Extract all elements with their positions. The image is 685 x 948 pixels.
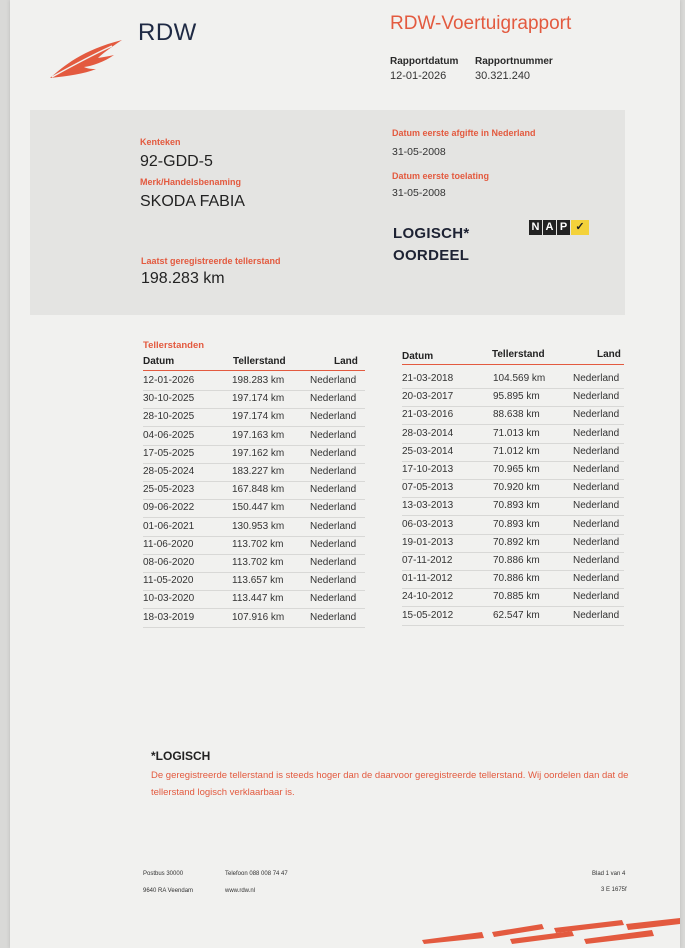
- nap-logo: [529, 220, 590, 237]
- report-title: RDW-Voertuigrapport: [390, 13, 572, 34]
- cell-date: 04-06-2025: [143, 429, 195, 441]
- nap-check-icon: ✓: [571, 220, 589, 235]
- nap-letter: N: [529, 220, 542, 235]
- first-admission-label: Datum eerste toelating: [392, 171, 490, 181]
- nap-letter: A: [543, 220, 556, 235]
- cell-country: Nederland: [573, 573, 620, 585]
- table-row: [143, 481, 365, 500]
- brand-name: RDW: [138, 19, 197, 46]
- cell-country: Nederland: [310, 557, 357, 568]
- cell-country: Nederland: [573, 536, 620, 548]
- cell-date: 12-01-2026: [143, 375, 195, 386]
- col-header-country: Land: [334, 356, 358, 367]
- col-header-odometer: Tellerstand: [233, 356, 286, 367]
- cell-odometer: 113.702 km: [232, 557, 284, 568]
- cell-date: 28-10-2025: [143, 411, 195, 423]
- cell-odometer: 62.547 km: [493, 609, 540, 621]
- col-header-odometer: Tellerstand: [492, 349, 545, 360]
- cell-date: 20-03-2017: [402, 391, 454, 403]
- cell-country: Nederland: [310, 593, 357, 605]
- report-date-label: Rapportdatum: [390, 56, 459, 67]
- first-admission-value: 31-05-2008: [392, 187, 446, 199]
- table-row: [143, 609, 365, 628]
- footer-page-number: Blad 1 van 4: [592, 871, 626, 877]
- cell-date: 01-11-2012: [402, 573, 453, 585]
- cell-country: Nederland: [310, 575, 357, 587]
- table-row: [143, 427, 365, 446]
- cell-date: 21-03-2016: [402, 409, 454, 421]
- cell-country: Nederland: [310, 411, 357, 423]
- report-page: [10, 0, 680, 948]
- cell-date: 21-03-2018: [402, 373, 454, 384]
- cell-odometer: 71.012 km: [493, 445, 540, 457]
- cell-country: Nederland: [573, 409, 620, 421]
- footer-code: 3 E 1675f: [601, 887, 627, 893]
- cell-country: Nederland: [573, 555, 620, 566]
- footer-address: 9640 RA Veendam: [143, 888, 194, 894]
- cell-odometer: 107.916 km: [232, 611, 285, 623]
- cell-date: 10-03-2020: [143, 593, 195, 605]
- cell-date: 19-01-2013: [402, 536, 454, 548]
- odometer-label: Laatst geregistreerde tellerstand: [141, 256, 281, 266]
- report-number: 30.321.240: [475, 70, 531, 82]
- cell-odometer: 183.227 km: [232, 466, 285, 477]
- cell-odometer: 198.283 km: [232, 375, 285, 386]
- odometer-history-title: Tellerstanden: [143, 340, 205, 351]
- cell-country: Nederland: [310, 611, 357, 623]
- table-row: [143, 390, 365, 409]
- table-row: [402, 425, 624, 444]
- cell-country: Nederland: [573, 518, 620, 530]
- table-row: [402, 443, 624, 462]
- cell-country: Nederland: [573, 445, 620, 457]
- cell-date: 28-05-2024: [143, 466, 195, 477]
- cell-odometer: 113.702 km: [232, 538, 284, 550]
- cell-odometer: 70.965 km: [493, 464, 540, 475]
- cell-country: Nederland: [310, 502, 357, 514]
- table-row: [402, 588, 624, 607]
- cell-odometer: 197.163 km: [232, 429, 285, 441]
- cell-country: Nederland: [310, 538, 357, 550]
- footnote-text: De geregistreerde tellerstand is steeds hoger dan de daarvoor geregistreerde tellerstand. Wij oordelen dan dat de tellerstand logisch verklaarbaar is.: [151, 770, 629, 798]
- cell-date: 13-03-2013: [402, 500, 454, 512]
- cell-date: 25-03-2014: [402, 445, 454, 457]
- table-row: [402, 461, 624, 480]
- nap-letter: P: [557, 220, 570, 235]
- report-number-label: Rapportnummer: [475, 56, 553, 67]
- table-row: [402, 534, 624, 553]
- footer-postbus: Postbus 30000: [143, 871, 184, 877]
- header-divider: [143, 370, 365, 371]
- table-row: [143, 572, 365, 591]
- header-divider: [402, 364, 624, 365]
- vehicle-summary-panel: [30, 110, 625, 315]
- cell-odometer: 113.657 km: [232, 575, 284, 587]
- cell-country: Nederland: [573, 609, 620, 621]
- cell-odometer: 71.013 km: [493, 427, 540, 439]
- table-row: [402, 370, 624, 389]
- table-row: [402, 607, 624, 626]
- decorative-stripes-icon: [422, 918, 680, 944]
- plate-value: 92-GDD-5: [140, 153, 213, 170]
- table-row: [143, 590, 365, 609]
- cell-country: Nederland: [310, 520, 357, 532]
- cell-odometer: 130.953 km: [232, 520, 285, 532]
- cell-country: Nederland: [310, 393, 357, 405]
- cell-date: 15-05-2012: [402, 609, 454, 621]
- cell-country: Nederland: [573, 373, 620, 384]
- cell-country: Nederland: [573, 591, 620, 603]
- verdict-line-2: OORDEEL: [393, 247, 470, 264]
- table-row: [402, 388, 624, 407]
- cell-odometer: 197.174 km: [232, 411, 285, 423]
- cell-date: 28-03-2014: [402, 427, 454, 439]
- cell-country: Nederland: [573, 427, 620, 439]
- cell-odometer: 167.848 km: [232, 484, 285, 496]
- cell-date: 08-06-2020: [143, 557, 195, 568]
- table-row: [143, 408, 365, 427]
- table-row: [143, 372, 365, 391]
- rdw-feather-logo-icon: [48, 36, 128, 80]
- plate-label: Kenteken: [140, 137, 181, 147]
- table-row: [143, 463, 365, 482]
- table-row: [143, 554, 365, 573]
- cell-date: 11-06-2020: [143, 538, 194, 550]
- table-row: [402, 479, 624, 498]
- cell-odometer: 88.638 km: [493, 409, 540, 421]
- table-row: [143, 445, 365, 464]
- cell-date: 24-10-2012: [402, 591, 454, 603]
- make-label: Merk/Handelsbenaming: [140, 177, 242, 187]
- cell-odometer: 70.920 km: [493, 482, 540, 494]
- cell-date: 17-10-2013: [402, 464, 454, 475]
- cell-odometer: 95.895 km: [493, 391, 540, 403]
- first-issue-nl-label: Datum eerste afgifte in Nederland: [392, 128, 536, 138]
- cell-date: 17-05-2025: [143, 447, 195, 459]
- cell-country: Nederland: [573, 500, 620, 512]
- table-row: [402, 516, 624, 535]
- table-row: [143, 518, 365, 537]
- cell-date: 07-11-2012: [402, 555, 453, 566]
- footer-phone: Telefoon 088 008 74 47: [225, 871, 288, 877]
- cell-country: Nederland: [310, 466, 357, 477]
- col-header-date: Datum: [402, 351, 434, 362]
- table-row: [402, 497, 624, 516]
- cell-odometer: 197.162 km: [232, 447, 285, 459]
- cell-country: Nederland: [573, 482, 620, 494]
- cell-date: 01-06-2021: [143, 520, 195, 532]
- cell-country: Nederland: [310, 429, 357, 441]
- footer-website: www.rdw.nl: [225, 888, 256, 894]
- cell-odometer: 113.447 km: [232, 593, 284, 605]
- cell-date: 06-03-2013: [402, 518, 454, 530]
- cell-odometer: 150.447 km: [232, 502, 285, 514]
- cell-odometer: 70.886 km: [493, 555, 540, 566]
- cell-country: Nederland: [573, 464, 620, 475]
- cell-date: 25-05-2023: [143, 484, 195, 496]
- cell-country: Nederland: [310, 484, 357, 496]
- cell-date: 11-05-2020: [143, 575, 194, 587]
- table-row: [402, 552, 624, 571]
- cell-country: Nederland: [573, 391, 620, 403]
- cell-date: 09-06-2022: [143, 502, 195, 514]
- report-date: 12-01-2026: [390, 70, 447, 82]
- cell-date: 30-10-2025: [143, 393, 195, 405]
- col-header-date: Datum: [143, 356, 175, 367]
- first-issue-nl-value: 31-05-2008: [392, 146, 446, 158]
- cell-odometer: 70.885 km: [493, 591, 540, 603]
- table-row: [143, 536, 365, 555]
- cell-odometer: 70.893 km: [493, 518, 540, 530]
- table-row: [402, 406, 624, 425]
- odometer-value: 198.283 km: [141, 270, 225, 287]
- cell-date: 18-03-2019: [143, 611, 195, 623]
- col-header-country: Land: [597, 349, 621, 360]
- cell-odometer: 70.892 km: [493, 536, 540, 548]
- cell-country: Nederland: [310, 375, 357, 386]
- table-row: [143, 499, 365, 518]
- make-value: SKODA FABIA: [140, 193, 245, 210]
- verdict-line-1: LOGISCH*: [393, 225, 470, 242]
- cell-odometer: 70.893 km: [493, 500, 540, 512]
- cell-odometer: 104.569 km: [493, 373, 546, 384]
- cell-country: Nederland: [310, 447, 357, 459]
- cell-odometer: 70.886 km: [493, 573, 540, 585]
- table-row: [402, 570, 624, 589]
- footnote-title: *LOGISCH: [151, 749, 211, 763]
- cell-odometer: 197.174 km: [232, 393, 285, 405]
- cell-date: 07-05-2013: [402, 482, 454, 494]
